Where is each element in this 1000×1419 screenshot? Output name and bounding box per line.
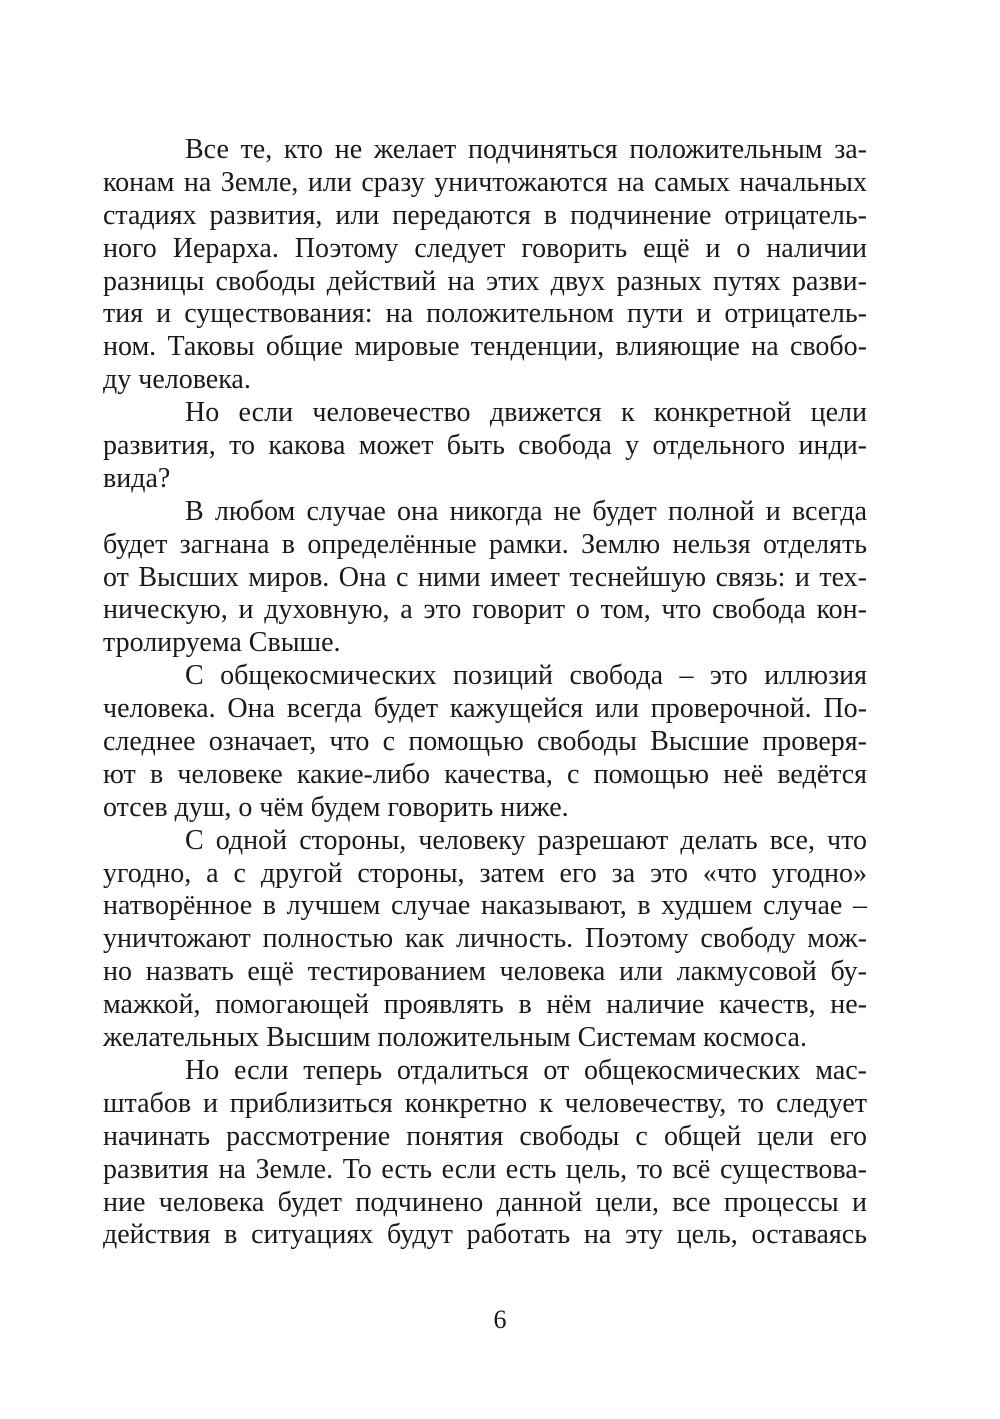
text-line: отсев душ, о чём будем говорить ниже. [103,791,569,823]
paragraph [103,397,867,496]
text-line: Но если человечество движется к конкретной цели [185,397,867,429]
text-line: Но если теперь отдалиться от общекосмических мас- [185,1054,867,1086]
paragraph [103,1055,867,1252]
text-line: натворённое в лучшем случае наказывают, в худшем случае – [103,890,867,922]
paragraph [103,496,867,660]
text-line: ют в человеке какие-либо качества, с помощью неё ведётся [103,758,867,790]
text-line: ном. Таковы общие мировые тенденции, влияющие на свобо- [103,331,867,363]
text-line: желательных Высшим положительным Системам космоса. [103,1022,807,1054]
text-line: ние человека будет подчинено данной цели, все процессы и [103,1186,867,1218]
text-line: вида? [103,462,171,494]
text-line: Все те, кто не желает подчиняться положительным за- [185,134,867,165]
text-line: ду человека. [103,364,251,396]
paragraph [103,825,867,1055]
body-text [103,134,867,1252]
text-line: развития на Земле. То есть если есть цель, то всё существова- [103,1153,867,1185]
text-line: от Высших миров. Она с ними имеет теснейшую связь: и тех- [103,561,867,593]
text-line: человека. Она всегда будет кажущейся или проверочной. По- [103,693,867,725]
paragraph [103,134,867,397]
text-line: стадиях развития, или передаются в подчинение отрицатель- [103,199,867,231]
text-line: развития, то какова может быть свобода у отдельного инди- [103,430,867,462]
text-line: начинать рассмотрение понятия свободы с общей цели его [103,1120,867,1152]
text-line: В любом случае она никогда не будет полной и всегда [185,495,867,527]
text-line: уничтожают полностью как личность. Поэтому свободу мож- [103,923,867,955]
text-line: штабов и приблизиться конкретно к человечеству, то следует [103,1087,867,1119]
text-line: тролируема Свыше. [103,627,341,659]
text-line: С общекосмических позиций свобода – это иллюзия [185,660,867,692]
text-line: разницы свободы действий на этих двух разных путях разви- [103,265,867,297]
text-line: будет загнана в определённые рамки. Землю нельзя отделять [103,528,867,560]
text-line: тия и существования: на положительном пути и отрицатель- [103,298,867,330]
text-line: мажкой, помогающей проявлять в нём наличие качеств, не- [103,989,867,1021]
text-line: ническую, и духовную, а это говорит о том, что свобода кон- [103,594,867,626]
text-line: но назвать ещё тестированием человека или лакмусовой бу- [103,956,867,988]
text-line: С одной стороны, человеку разрешают делать все, что [185,824,867,856]
text-line: действия в ситуациях будут работать на эту цель, оставаясь [103,1219,867,1251]
paragraph [103,660,867,824]
text-line: конам на Земле, или сразу уничтожаются на самых начальных [103,166,867,198]
page-number: 6 [493,1305,507,1334]
text-line: следнее означает, что с помощью свободы Высшие проверя- [103,726,867,758]
text-line: угодно, а с другой стороны, затем его за это «что угодно» [103,857,867,889]
text-line: ного Иерарха. Поэтому следует говорить ещё и о наличии [103,232,867,264]
